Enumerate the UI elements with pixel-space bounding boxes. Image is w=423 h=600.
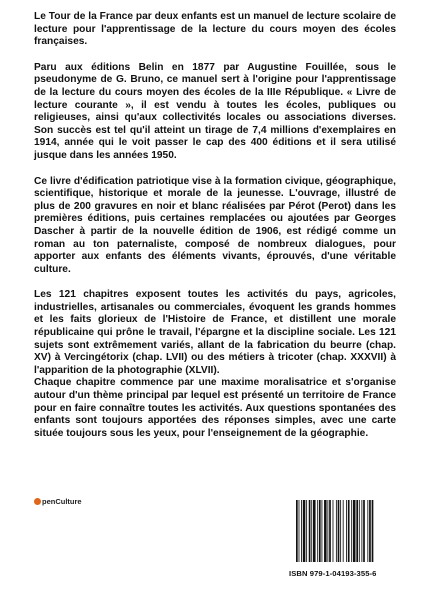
publisher-logo-text: penCulture xyxy=(42,497,82,506)
barcode-bar xyxy=(367,500,368,562)
barcode-bar xyxy=(324,500,327,562)
paragraph-history: Paru aux éditions Belin en 1877 par Augustine Fouillée, sous le pseudonyme de G. Bruno, ce manuel sert à l'origine pour l'apprentissage de la lecture du cours moyen des écoles de la IIIe République. « Livre de lecture courante », il est vendu à toutes les écoles, publiques ou religieuses, ainsi qu'aux collectivités locales ou associations diverses. Son succès est tel qu'il atteint un tirage de 7,4 millions d'exemplaires en 1914, année qui le voit passer le cap des 400 éditions et il sera utilisé jusque dans les années 1950. xyxy=(34,61,396,161)
barcode-bar xyxy=(369,500,371,562)
barcode-bar xyxy=(306,500,307,562)
barcode-bar xyxy=(361,500,362,562)
barcode-bar xyxy=(322,500,323,562)
paragraph-chapters: Les 121 chapitres exposent toutes les activités du pays, agricoles, industrielles, artisanales ou commerciales, évoquent les grands hommes et les faits glorieux de l'Histoire de France, et distillent une morale républicaine qui prône le travail, l'épargne et la discipline sociale. Les 121 sujets sont extrêmement variés, allant de la fabrication du beurre (chap. XV) à Vercingétorix (chap. LVII) ou des métiers à tricoter (chap. XXXVII) à l'apparition de la photographie (XLVII). xyxy=(34,289,396,376)
barcode-bar xyxy=(299,500,300,562)
barcode-bar xyxy=(296,500,298,562)
barcode-bar xyxy=(356,500,358,562)
openculture-o-icon xyxy=(34,498,41,505)
barcode-bar xyxy=(343,500,344,562)
barcode-bar xyxy=(301,500,302,562)
barcode-bar xyxy=(351,500,352,562)
barcode-bar xyxy=(327,500,328,562)
barcode-icon xyxy=(296,500,396,562)
paragraph-intro: Le Tour de la France par deux enfants est un manuel de lecture scolaire de lecture pour l'apprentissage de la lecture du cours moyen des écoles françaises. xyxy=(34,11,396,48)
barcode-bar xyxy=(363,500,365,562)
barcode-bar xyxy=(359,500,360,562)
barcode-bar xyxy=(303,500,306,562)
barcode-bar xyxy=(309,500,311,562)
publisher-logo xyxy=(34,497,82,506)
barcode-bar xyxy=(317,500,318,562)
barcode-bar xyxy=(372,500,374,562)
paragraph-structure: Chaque chapitre commence par une maxime moralisatrice et s'organise autour d'un thème principal par lequel est présenté un territoire de France pour en faire connaître toutes les activités. Aux questions spontanées des enfants sont toujours apportées des réponses simples, avec une carte située toujours sous les yeux, pour l'enseignement de la géographie. xyxy=(34,377,396,439)
back-cover-text xyxy=(34,11,396,453)
barcode-bar xyxy=(338,500,340,562)
barcode-bar xyxy=(353,500,356,562)
barcode-bar xyxy=(311,500,312,562)
barcode-bar xyxy=(313,500,316,562)
isbn-label: ISBN 979-1-04193-355-6 xyxy=(289,569,377,578)
barcode-bar xyxy=(333,500,334,562)
barcode-bar xyxy=(336,500,337,562)
paragraph-purpose: Ce livre d'édification patriotique vise à la formation civique, géographique, scientifique, historique et morale de la jeunesse. L'ouvrage, illustré de plus de 200 gravures en noir et blanc réalisées par Pérot (Perot) dans les premières éditions, puis certaines remplacées ou ajoutées par Georges Dascher à partir de la nouvelle édition de 1906, est rédigé comme un roman au ton paternaliste, composé de nombreux dialogues, pour apporter aux enfants des éléments vivants, éprouvés, d'une véritable culture. xyxy=(34,175,396,275)
barcode-bar xyxy=(329,500,331,562)
barcode-bar xyxy=(348,500,350,562)
barcode-bar xyxy=(319,500,321,562)
barcode-bar xyxy=(340,500,341,562)
barcode-bar xyxy=(346,500,347,562)
